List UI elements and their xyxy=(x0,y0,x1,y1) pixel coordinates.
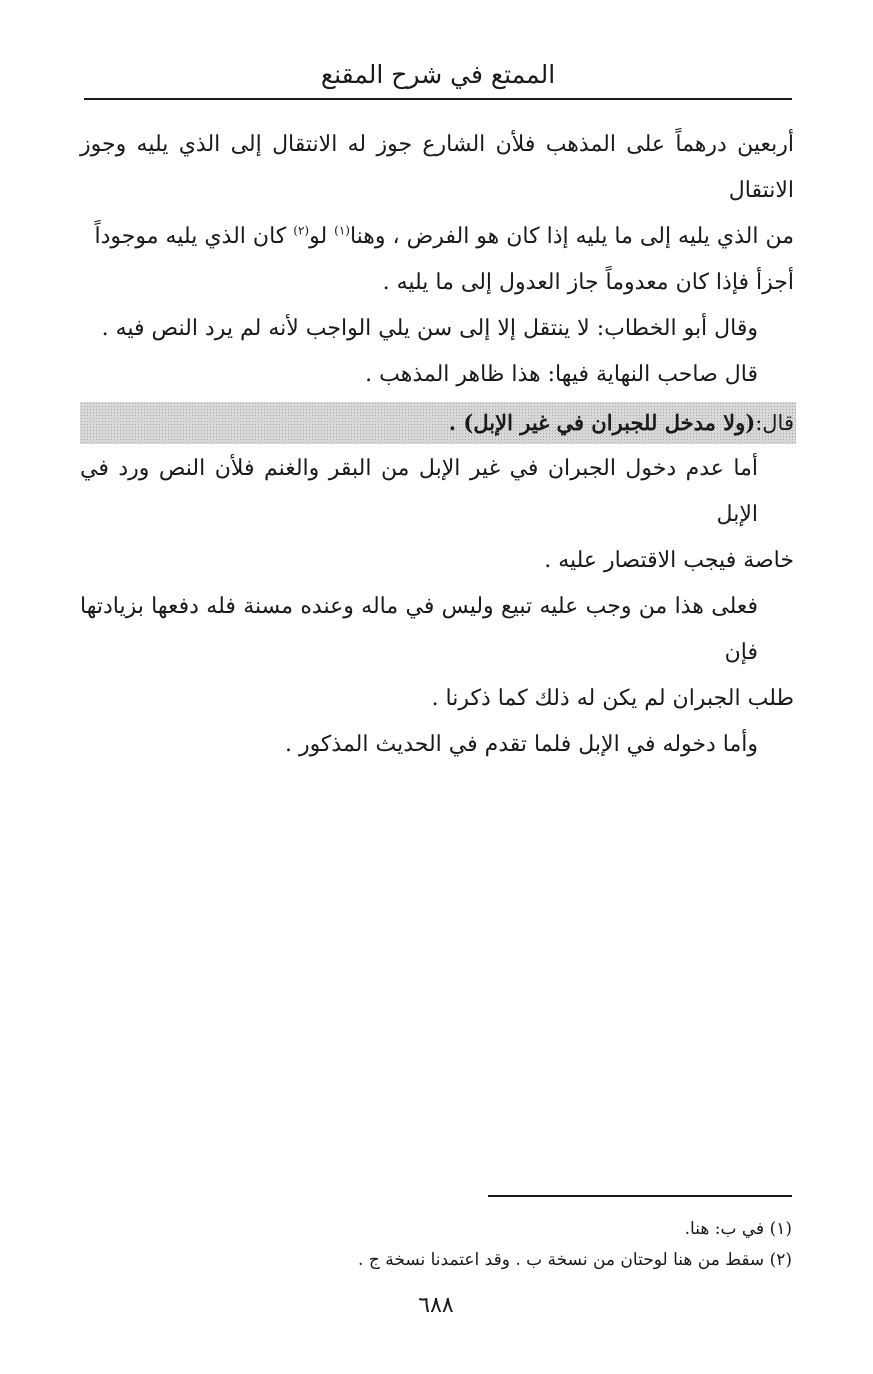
paragraph-1-line-2a: من الذي يليه إلى ما يليه إذا كان هو الفرض ، وهنا xyxy=(349,224,794,249)
header-rule xyxy=(84,98,792,100)
paragraph-1-line-3: أجزأ فإذا كان معدوماً جاز العدول إلى ما يليه . xyxy=(382,270,794,295)
paragraph-1-line-2b: لو xyxy=(309,224,335,249)
paragraph-3: قال صاحب النهاية فيها: هذا ظاهر المذهب . xyxy=(365,362,758,387)
footnote-ref-1[interactable]: (١) xyxy=(334,223,350,238)
paragraph-1-line-2c: كان الذي يليه موجوداً xyxy=(94,224,294,249)
matn-quote-bar xyxy=(80,402,796,444)
footnote-ref-2[interactable]: (٢) xyxy=(293,223,310,238)
paragraph-6: وأما دخوله في الإبل فلما تقدم في الحديث المذكور . xyxy=(284,732,758,757)
quote-text: (ولا مدخل للجبران في غير الإبل) . xyxy=(448,410,756,435)
paragraph-4-line-2: خاصة فيجب الاقتصار عليه . xyxy=(544,548,794,573)
footnote-2: (٢) سقط من هنا لوحتان من نسخة ب . وقد اعتمدنا نسخة ج . xyxy=(358,1250,792,1270)
footnote-1: (١) في ب: هنا. xyxy=(684,1219,792,1239)
paragraph-4-line-1: أما عدم دخول الجبران في غير الإبل من البقر والغنم فلأن النص ورد في الإبل xyxy=(80,456,758,527)
paragraph-4 xyxy=(80,446,794,584)
page-number: ٦٨٨ xyxy=(418,1293,454,1318)
paragraph-5-line-2: طلب الجبران لم يكن له ذلك كما ذكرنا . xyxy=(431,686,794,711)
paragraph-2: وقال أبو الخطاب: لا ينتقل إلا إلى سن يلي الواجب لأنه لم يرد النص فيه . xyxy=(101,316,758,341)
footnotes xyxy=(200,1214,792,1276)
running-header: الممتع في شرح المقنع xyxy=(320,60,556,89)
footnote-rule xyxy=(488,1195,792,1197)
paragraph-1-line-1: أربعين درهماً على المذهب فلأن الشارع جوز له الانتقال إلى الذي يليه وجوز الانتقال xyxy=(80,132,794,203)
body-text xyxy=(80,122,794,768)
paragraph-5 xyxy=(80,584,794,722)
paragraph-1 xyxy=(80,122,794,306)
paragraph-5-line-1: فعلى هذا من وجب عليه تبيع وليس في ماله وعنده مسنة فله دفعها بزيادتها فإن xyxy=(80,594,758,665)
quote-label: قال: xyxy=(755,411,794,435)
